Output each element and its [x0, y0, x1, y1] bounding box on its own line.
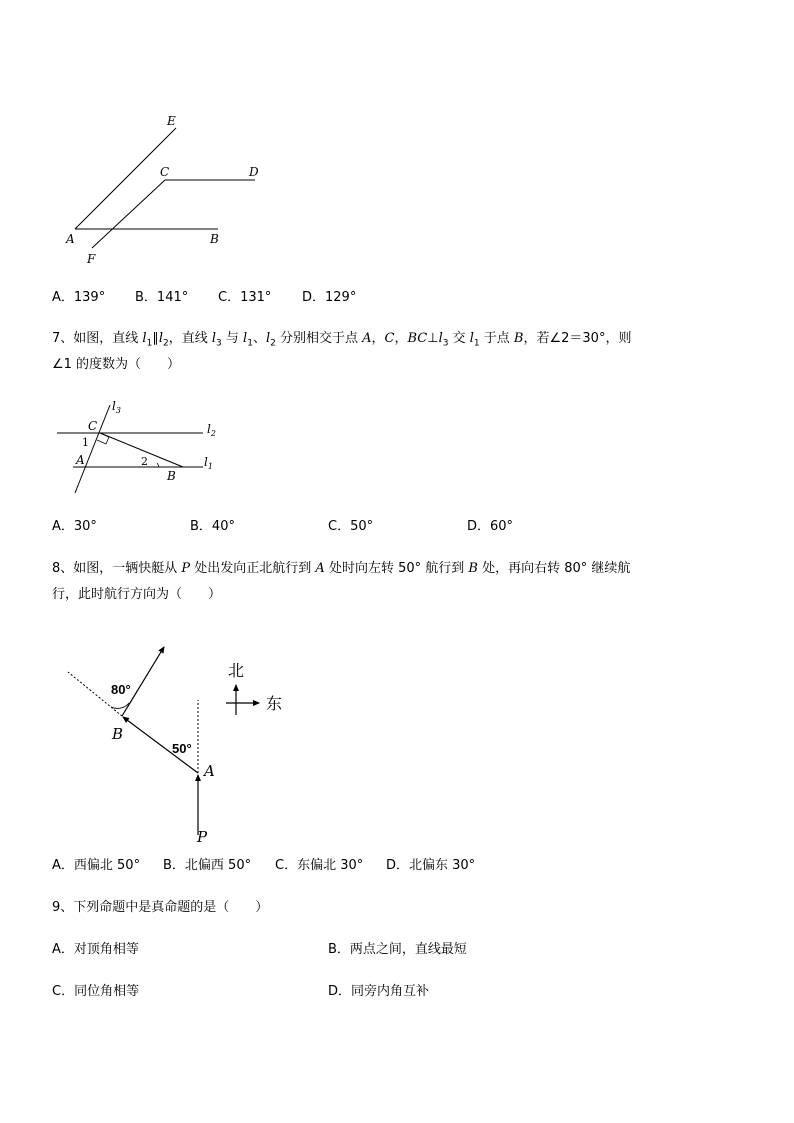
label-b: B	[210, 232, 219, 246]
q9-option-a[interactable]: A．对顶角相等	[52, 942, 139, 957]
q6-option-b[interactable]: B．141°	[135, 290, 189, 305]
q8-stem-line1	[52, 560, 630, 578]
q7-perp: ⊥	[427, 331, 439, 346]
angle-2-arc	[157, 463, 159, 467]
label-l3: $l_3$	[112, 399, 121, 415]
q7-sub: 1	[473, 338, 480, 349]
q6-figure	[50, 105, 280, 270]
q7-sub: 1	[247, 338, 253, 349]
q8-text: 8、如图，一辆快艇从	[52, 561, 182, 576]
q8-stem-line2: 行，此时航行方向为（ ）	[52, 587, 222, 602]
angle-80-label: 80°	[111, 682, 131, 697]
label-c: C	[88, 419, 98, 433]
q9-option-c[interactable]: C．同位角相等	[52, 984, 140, 999]
q7-point-b: B	[513, 331, 524, 346]
label-f: F	[87, 252, 96, 266]
q7-point-c: C	[384, 331, 395, 346]
q7-sub: 2	[270, 338, 276, 349]
label-p: P	[197, 828, 208, 846]
q7-l1: l	[469, 331, 474, 346]
q7-option-a[interactable]: A．30°	[52, 519, 97, 534]
line-fc	[92, 180, 165, 248]
label-l2: $l_2$	[207, 422, 216, 438]
q7-text: ，直线	[168, 331, 212, 346]
q8-text: 处出发向正北航行到	[190, 561, 316, 576]
q7-stem-line2: ∠1 的度数为（ ）	[52, 357, 181, 372]
q7-stem-line1	[52, 330, 631, 353]
q7-option-b[interactable]: B．40°	[190, 519, 235, 534]
q8-option-a[interactable]: A．西偏北 50°	[52, 858, 141, 873]
q7-l2: l	[265, 331, 271, 346]
q7-text: 分别相交于点	[275, 331, 363, 346]
label-b: B	[167, 469, 176, 483]
label-l1: $l_1$	[204, 455, 213, 471]
q7-text: 7、如图，直线	[52, 331, 143, 346]
q9-option-d[interactable]: D．同旁内角互补	[328, 984, 430, 999]
label-a: A	[66, 232, 75, 246]
angle-80-arc	[111, 703, 129, 708]
label-b: B	[112, 725, 124, 743]
q6-option-a[interactable]: A．139°	[52, 290, 106, 305]
q7-segment-bc: BC	[407, 331, 428, 346]
q7-l3: l	[211, 331, 217, 346]
q7-sub: 3	[216, 338, 222, 349]
q8-option-d[interactable]: D．北偏东 30°	[386, 858, 476, 873]
q7-text: 于点	[479, 331, 514, 346]
q6-option-d[interactable]: D．129°	[302, 290, 357, 305]
q7-option-c[interactable]: C．50°	[328, 519, 374, 534]
q7-sub: 1	[146, 338, 153, 349]
q7-l3: l	[438, 331, 443, 346]
q8-point-b: B	[468, 561, 478, 576]
q8-text: 处时向左转 50° 航行到	[324, 561, 469, 576]
q8-option-c[interactable]: C．东偏北 30°	[275, 858, 364, 873]
label-a: A	[76, 453, 85, 467]
q7-parallel: ∥	[152, 331, 159, 346]
q7-sub: 3	[442, 338, 449, 349]
label-c: C	[160, 165, 170, 179]
compass-north-label: 北	[228, 661, 245, 680]
q8-option-b[interactable]: B．北偏西 50°	[163, 858, 252, 873]
q9-option-b[interactable]: B．两点之间，直线最短	[328, 942, 467, 957]
q7-text: ，	[394, 331, 408, 346]
label-a: A	[204, 762, 215, 780]
q7-text: 、	[252, 331, 266, 346]
label-e: E	[167, 114, 176, 128]
q8-text: 处，再向右转 80° 继续航	[477, 561, 631, 576]
q6-option-c[interactable]: C．131°	[218, 290, 272, 305]
label-2: 2	[141, 455, 148, 468]
label-d: D	[249, 165, 259, 179]
q7-figure	[50, 395, 230, 495]
q7-text: 与	[221, 331, 244, 346]
q7-text: ，若∠2＝30°，则	[523, 331, 632, 346]
q7-l2: l	[158, 331, 163, 346]
right-angle-mark	[97, 433, 109, 444]
q7-l1: l	[142, 331, 147, 346]
q8-point-a: A	[315, 561, 325, 576]
q9-stem: 9、下列命题中是真命题的是（ ）	[52, 900, 269, 915]
compass-east-label: 东	[266, 694, 283, 713]
q8-point-p: P	[181, 561, 191, 576]
q7-text: ，	[371, 331, 385, 346]
label-1: 1	[82, 436, 89, 449]
q7-l1: l	[243, 331, 248, 346]
q8-figure	[50, 635, 310, 850]
angle-50-label: 50°	[172, 741, 192, 756]
q7-point-a: A	[362, 331, 372, 346]
q7-option-d[interactable]: D．60°	[467, 519, 514, 534]
q7-text: 交	[448, 331, 470, 346]
q7-sub: 2	[162, 338, 169, 349]
